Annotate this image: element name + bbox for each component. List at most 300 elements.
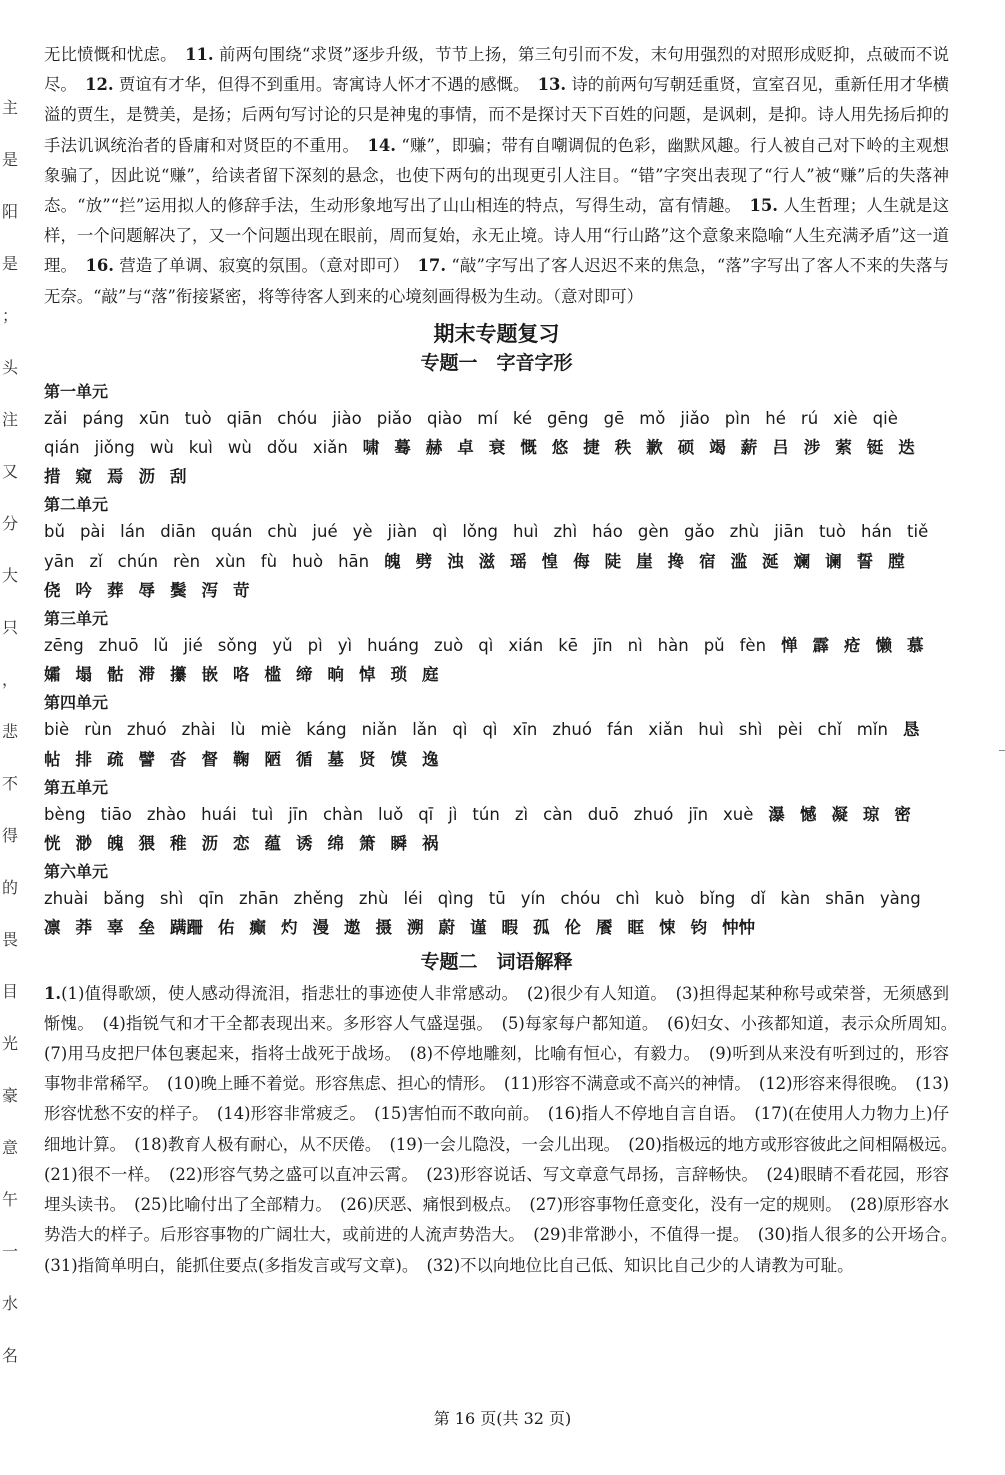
margin-char: 头: [2, 358, 19, 377]
pinyin-item: hé: [765, 408, 786, 428]
definition-item: (8)不停地雕刻，比喻有恒心，有毅力。: [409, 1044, 693, 1064]
pinyin-item: qiè: [872, 408, 898, 428]
definition-item: (3)担得起某种称号或荣誉，无须感到惭愧。: [44, 983, 949, 1033]
hanzi-item: 凝: [831, 804, 848, 824]
hanzi-item: 侮: [573, 551, 590, 571]
hanzi-item: 滋: [478, 551, 496, 571]
hanzi-item: 伦: [564, 918, 581, 938]
margin-char: ；: [2, 306, 19, 325]
answer-text: “敲”字写出了客人迟迟不来的焦急，“落”字写出了客人不来的失落与无奈。“敲”与“落”衔接紧密，将等待客人到来的心境刻画得极为生动。（意对即可）: [44, 256, 949, 306]
pinyin-item: zhān: [238, 889, 279, 909]
hanzi-item: 薪: [740, 438, 758, 458]
answer-text: 营造了单调、寂寞的氛围。（意对即可）: [119, 256, 401, 276]
pinyin-item: zhuó: [633, 804, 674, 824]
pinyin-item: gē: [603, 408, 625, 428]
answer-number: 14.: [367, 135, 396, 155]
answer-text: 贾谊有才华，但得不到重用。寄寓诗人怀才不遇的感慨。: [118, 75, 522, 95]
topic2-answers: [44, 979, 949, 1281]
answer-number: 13.: [537, 75, 567, 95]
hanzi-item: 凛: [44, 918, 61, 938]
hanzi-item: 孤: [533, 918, 550, 938]
pinyin-item: dǐ: [750, 889, 766, 909]
definition-item: (17)(在使用人力物力上)仔细地计算。: [44, 1104, 950, 1154]
answer-text: 前两句围绕“求贤”逐步升级，节节上扬，第三句引而不发，末句用强烈的对照形成贬抑，点破而不说尽。: [44, 45, 949, 95]
pinyin-item: hán: [860, 522, 893, 542]
unit-title: 第二单元: [44, 495, 109, 515]
margin-char: 分: [2, 514, 19, 533]
margin-char: ，: [2, 670, 19, 689]
hanzi-item: 秩: [614, 438, 632, 458]
hanzi-item: 槛: [264, 665, 281, 685]
hanzi-item: 譬: [138, 749, 155, 769]
pinyin-item: xián: [508, 636, 544, 656]
margin-char: 光: [2, 1034, 19, 1053]
pinyin-item: fù: [260, 551, 278, 571]
pinyin-item: bǎng: [103, 889, 145, 909]
pinyin-item: zì: [514, 804, 529, 824]
pinyin-item: jīn: [288, 804, 308, 824]
hanzi-item: 绵: [327, 834, 344, 854]
pinyin-item: zuò: [434, 636, 464, 656]
unit-title: 第五单元: [44, 777, 109, 797]
hanzi-item: 窥: [75, 467, 92, 487]
pinyin-item: biè: [44, 720, 70, 740]
pinyin-item: zhuō: [98, 636, 139, 656]
hanzi-item: 灼: [281, 918, 298, 938]
pinyin-item: pì: [307, 636, 323, 656]
pinyin-item: jiào: [332, 408, 362, 428]
hanzi-item: 瑶: [510, 551, 527, 571]
pinyin-item: qiào: [426, 408, 463, 428]
pinyin-item: qì: [482, 720, 498, 740]
hanzi-item: 辜: [107, 918, 124, 938]
hanzi-item: 劈: [415, 551, 433, 571]
definition-item: (19)一会儿隐没，一会儿出现。: [389, 1134, 612, 1154]
hanzi-item: 排: [75, 749, 92, 769]
pinyin-item: tiāo: [100, 804, 132, 824]
hanzi-item: 漫: [312, 918, 329, 938]
pinyin-item: wù: [227, 438, 252, 458]
answer-text: 人生哲理；人生就是这样，一个问题解决了，又一个问题出现在眼前，周而复始，永无止境。诗人用“行山路”这个意象来隐喻“人生充满矛盾”这一道理。: [44, 196, 949, 276]
pinyin-item: xiǎn: [312, 438, 348, 458]
hanzi-item: 孀: [44, 665, 61, 685]
pinyin-item: qiān: [226, 408, 263, 428]
hanzi-item: 惮: [781, 636, 798, 656]
pinyin-item: zhuó: [552, 720, 592, 740]
pinyin-item: niǎn: [361, 720, 398, 740]
definition-item: (25)比喻付出了全部精力。: [134, 1195, 324, 1215]
hanzi-item: 悠: [551, 438, 569, 458]
pinyin-item: chǐ: [817, 720, 842, 740]
hanzi-item: 捷: [583, 438, 600, 458]
hanzi-item: 眶: [627, 918, 644, 938]
pinyin-item: káng: [306, 720, 347, 740]
unit-answers: [44, 517, 949, 605]
hanzi-item: 懒: [875, 636, 893, 656]
pinyin-item: chù: [267, 522, 298, 542]
hanzi-item: 陋: [264, 749, 281, 769]
hanzi-item: 箫: [359, 834, 376, 854]
hanzi-item: 垒: [138, 918, 155, 938]
margin-char: 豪: [2, 1086, 19, 1105]
pinyin-item: léi: [403, 889, 423, 909]
hanzi-item: 陡: [604, 551, 622, 571]
definition-item: (30)指人很多的公开场合。: [757, 1225, 950, 1245]
hanzi-item: 惶: [541, 551, 559, 571]
pinyin-item: tū: [488, 889, 506, 909]
edge-mark: [999, 750, 1005, 751]
pinyin-item: yì: [337, 636, 353, 656]
answer-number: 1.: [44, 983, 62, 1003]
margin-char: 意: [2, 1138, 19, 1157]
pinyin-item: sǒng: [217, 636, 258, 656]
answer-number: 16.: [85, 256, 114, 276]
hanzi-item: 宿: [699, 551, 716, 571]
hanzi-item: 贤: [359, 749, 376, 769]
answer-number: 17.: [417, 256, 447, 276]
pinyin-item: wù: [149, 438, 174, 458]
definition-item: (20)指极远的地方或形容彼此之间相隔极远。: [628, 1134, 950, 1154]
hanzi-item: 搀: [667, 551, 685, 571]
hanzi-item: 缔: [296, 665, 313, 685]
pinyin-item: qì: [478, 636, 494, 656]
margin-char: 畏: [2, 930, 19, 949]
pinyin-item: zhuài: [44, 889, 89, 909]
hanzi-item: 恋: [233, 834, 250, 854]
hanzi-item: 琼: [862, 804, 880, 824]
pinyin-item: yín: [520, 889, 546, 909]
unit-title: 第六单元: [44, 862, 109, 882]
topic1-title: 专题一 字音字形: [420, 351, 573, 374]
hanzi-item: 崖: [636, 551, 653, 571]
hanzi-item: 佑: [218, 918, 235, 938]
pinyin-item: qī: [418, 804, 434, 824]
pinyin-item: bǔ: [44, 522, 65, 542]
pinyin-item: gǎo: [683, 522, 715, 542]
pinyin-item: ké: [512, 408, 533, 428]
pinyin-item: xiè: [833, 408, 858, 428]
hanzi-item: 莽: [75, 918, 92, 938]
definition-item: (9)听到从来没有听到过的，形容事物非常稀罕。: [44, 1044, 950, 1094]
hanzi-item: 咯: [233, 665, 250, 685]
pinyin-item: zēng: [44, 636, 84, 656]
hanzi-item: 苛: [233, 580, 250, 600]
hanzi-item: 疏: [107, 749, 124, 769]
hanzi-item: 沥: [138, 467, 155, 487]
hanzi-item: 憾: [799, 804, 817, 824]
definition-item: (6)妇女、小孩都知道，表示众所周知。: [667, 1013, 949, 1033]
pinyin-item: xūn: [138, 408, 170, 428]
pinyin-item: hān: [338, 551, 370, 571]
unit-title: 第一单元: [44, 381, 109, 401]
hanzi-item: 辱: [138, 580, 155, 600]
pinyin-item: kàn: [780, 889, 811, 909]
pinyin-item: chì: [615, 889, 640, 909]
definition-item: (26)厌恶、痛恨到极点。: [339, 1195, 513, 1215]
pinyin-item: qīn: [198, 889, 224, 909]
pinyin-item: miè: [260, 720, 292, 740]
unit-answers: [44, 715, 949, 773]
unit-answers: [44, 884, 949, 942]
pinyin-item: tuò: [818, 522, 846, 542]
hanzi-item: 督: [201, 749, 218, 769]
pinyin-item: duō: [587, 804, 619, 824]
pinyin-item: zhěng: [293, 889, 344, 909]
definition-item: (21)很不一样。: [44, 1164, 153, 1184]
pinyin-item: kē: [558, 636, 578, 656]
hanzi-item: 滥: [730, 551, 748, 571]
pinyin-item: huái: [201, 804, 237, 824]
hanzi-item: 逸: [422, 749, 439, 769]
hanzi-item: 忡忡: [722, 918, 755, 938]
answer-text: 诗的前两句写朝廷重贤，宣室召见，重新任用才华横溢的贾生，是赞美，是扬；后两句写讨论的只是神鬼的事情，而不是探讨天下百姓的问题，是讽刺，是抑。诗人用先扬后抑的手法讥讽统治者的昏庸和对贤臣的不重用。: [44, 75, 950, 155]
pinyin-item: mǐn: [856, 720, 888, 740]
pinyin-item: jiàn: [387, 522, 418, 542]
pinyin-item: qìng: [437, 889, 474, 909]
pinyin-item: diān: [160, 522, 196, 542]
hanzi-item: 稚: [170, 834, 187, 854]
hanzi-item: 癫: [249, 918, 266, 938]
hanzi-item: 葬: [107, 580, 124, 600]
pinyin-item: zǎi: [44, 408, 68, 428]
unit-answers: [44, 404, 949, 492]
hanzi-item: 措: [44, 467, 61, 487]
pinyin-item: bèng: [44, 804, 86, 824]
pinyin-item: gèn: [637, 522, 669, 542]
hanzi-item: 沓: [170, 749, 187, 769]
pinyin-item: pìn: [724, 408, 751, 428]
pinyin-item: huáng: [367, 636, 420, 656]
definition-item: (23)形容说话、写文章意气昂扬，言辞畅快。: [426, 1164, 750, 1184]
hanzi-item: 吟: [75, 580, 92, 600]
pinyin-item: xīn: [512, 720, 538, 740]
pinyin-item: háo: [592, 522, 623, 542]
margin-char: 是: [2, 254, 19, 273]
pinyin-item: qì: [452, 720, 468, 740]
definition-item: (4)指锐气和才干全都表现出来。多形容人气盛逞强。: [102, 1013, 485, 1033]
pinyin-item: jié: [183, 636, 203, 656]
hanzi-item: 餍: [596, 918, 613, 938]
margin-char: 大: [2, 566, 19, 585]
answer-text: “赚”，即骗；带有自嘲调侃的色彩，幽默风趣。行人被自己对下岭的主观想象骗了，因此说“赚”，给读者留下深刻的悬念，也使下两句的出现更引人注目。“错”字突出表现了“行人”被“赚”后的失落神态。“放”“拦”运用拟人的修辞手法，生动形象地写出了山山相连的特点，写得生动，富有情趣。: [44, 135, 949, 216]
margin-char: 目: [2, 982, 19, 1001]
pinyin-item: jì: [448, 804, 458, 824]
definition-item: (29)非常渺小，不值得一提。: [533, 1225, 742, 1245]
pinyin-item: xùn: [215, 551, 246, 571]
hanzi-item: 泻: [201, 580, 218, 600]
hanzi-item: 啸: [362, 438, 380, 458]
pinyin-item: lǎn: [412, 720, 438, 740]
unit-answers: [44, 800, 949, 858]
definition-item: (12)形容来得很晚。: [758, 1074, 899, 1094]
pinyin-item: rùn: [84, 720, 112, 740]
hanzi-item: 塌: [75, 665, 92, 685]
hanzi-item: 慨: [520, 438, 537, 458]
definition-item: (24)眼睛不看花园，形容埋头读书。: [44, 1164, 950, 1215]
hanzi-item: 鬓: [170, 580, 187, 600]
pinyin-item: zhào: [146, 804, 187, 824]
hanzi-item: 蓦: [394, 438, 411, 458]
margin-char: 是: [2, 150, 19, 169]
definition-item: (27)形容事物任意变化，没有一定的规则。: [529, 1195, 834, 1215]
unit-answers: [44, 631, 949, 689]
pinyin-item: huò: [292, 551, 324, 571]
hanzi-item: 刮: [170, 467, 187, 487]
pinyin-item: yè: [352, 522, 373, 542]
hanzi-item: 鞠: [233, 749, 250, 769]
hanzi-item: 遨: [344, 918, 361, 938]
hanzi-item: 诱: [296, 834, 313, 854]
answer-text: 无比愤慨和忧虑。: [44, 45, 169, 64]
pinyin-item: shì: [738, 720, 763, 740]
hanzi-item: 馍: [390, 749, 407, 769]
definition-item: (2)很少有人知道。: [526, 983, 659, 1003]
hanzi-item: 循: [296, 749, 313, 769]
margin-char: 只: [2, 618, 19, 637]
hanzi-item: 谰: [825, 551, 842, 571]
pinyin-item: páng: [82, 408, 124, 428]
hanzi-item: 瀑: [768, 804, 785, 824]
pinyin-item: huì: [512, 522, 539, 542]
pinyin-item: zhài: [181, 720, 216, 740]
hanzi-item: 暇: [501, 918, 518, 938]
definition-item: (16)指人不停地自言自语。: [547, 1104, 738, 1124]
pinyin-item: lǒng: [462, 522, 498, 542]
pinyin-item: gēng: [547, 408, 589, 428]
hanzi-item: 蹒跚: [170, 918, 203, 938]
hanzi-item: 涉: [803, 438, 821, 458]
hanzi-item: 琐: [390, 665, 407, 685]
margin-char: 阳: [2, 202, 19, 221]
hanzi-item: 蔚: [438, 918, 455, 938]
definition-item: (10)晚上睡不着觉。形容焦虑、担心的情形。: [166, 1074, 488, 1094]
pinyin-item: càn: [543, 804, 573, 824]
section-title: 期末专题复习: [433, 320, 560, 346]
left-margin-bleed: [0, 95, 19, 1425]
pinyin-item: rú: [800, 408, 819, 428]
hanzi-item: 侥: [44, 580, 61, 600]
margin-char: 午: [2, 1190, 19, 1209]
hanzi-item: 浊: [447, 551, 464, 571]
hanzi-item: 庭: [422, 665, 439, 685]
hanzi-item: 焉: [107, 467, 124, 487]
pinyin-item: chóu: [277, 408, 318, 428]
hanzi-item: 祸: [422, 834, 439, 854]
pinyin-item: qián: [44, 438, 80, 458]
hanzi-item: 溯: [407, 918, 424, 938]
hanzi-item: 钧: [690, 918, 707, 938]
hanzi-item: 魄: [107, 834, 124, 854]
hanzi-item: 蕴: [264, 834, 281, 854]
topic2-title: 专题二 词语解释: [420, 950, 573, 973]
hanzi-item: 赫: [425, 438, 443, 458]
pinyin-item: tún: [472, 804, 500, 824]
answer-page: [44, 40, 949, 1281]
hanzi-item: 魄: [384, 551, 401, 571]
margin-char: 水: [2, 1294, 19, 1313]
pinyin-item: hàn: [657, 636, 689, 656]
hanzi-item: 帖: [44, 749, 61, 769]
hanzi-item: 恳: [902, 720, 920, 740]
hanzi-item: 瞬: [390, 834, 407, 854]
pinyin-item: tuò: [184, 408, 212, 428]
pinyin-item: jiǒng: [94, 438, 135, 458]
pinyin-item: huì: [698, 720, 724, 740]
definition-item: (7)用马皮把尸体包裹起来，指将士战死于战场。: [44, 1044, 394, 1064]
hanzi-item: 歉: [646, 438, 663, 458]
definition-item: (11)形容不满意或不高兴的神情。: [503, 1074, 743, 1094]
hanzi-item: 墓: [327, 749, 344, 769]
pinyin-item: pǔ: [703, 636, 725, 656]
pinyin-item: kuì: [188, 438, 213, 458]
hanzi-item: 竭: [709, 438, 726, 458]
hanzi-item: 吕: [772, 438, 789, 458]
margin-char: 的: [2, 878, 19, 897]
pinyin-item: lán: [120, 522, 146, 542]
pinyin-item: zhuó: [126, 720, 167, 740]
pinyin-item: fán: [606, 720, 634, 740]
margin-char: 得: [2, 826, 19, 845]
hanzi-item: 晌: [327, 665, 344, 685]
pinyin-item: shān: [825, 889, 865, 909]
margin-char: 又: [2, 462, 19, 481]
hanzi-item: 疮: [844, 636, 861, 656]
pinyin-item: quán: [210, 522, 253, 542]
pinyin-item: jīn: [592, 636, 613, 656]
page-footer: 第 16 页(共 32 页): [433, 1409, 572, 1428]
pinyin-item: zǐ: [89, 551, 103, 571]
pinyin-item: xuè: [723, 804, 754, 824]
answer-number: 15.: [749, 196, 779, 216]
answer-number: 11.: [185, 45, 214, 64]
pinyin-item: dǒu: [266, 438, 298, 458]
pinyin-item: shì: [159, 889, 184, 909]
definition-item: (32)不以向地位比自己低、知识比自己少的人请教为可耻。: [426, 1255, 846, 1275]
topic1-units: [44, 380, 949, 943]
hanzi-item: 恍: [44, 834, 61, 854]
margin-char: 一: [2, 1242, 19, 1261]
hanzi-item: 硕: [677, 438, 695, 458]
pinyin-item: yān: [44, 551, 75, 571]
definition-item: (31)指简单明白，能抓住要点(多指发言或写文章)。: [44, 1255, 411, 1275]
hanzi-item: 霹: [812, 636, 830, 656]
hanzi-item: 滞: [138, 665, 155, 685]
pinyin-item: fèn: [739, 636, 767, 656]
pinyin-item: qì: [432, 522, 448, 542]
pinyin-item: jué: [312, 522, 338, 542]
pinyin-item: pèi: [777, 720, 803, 740]
margin-char: 主: [2, 98, 19, 117]
hanzi-item: 骷: [107, 665, 124, 685]
hanzi-item: 卓: [457, 438, 474, 458]
pinyin-item: luǒ: [378, 804, 404, 824]
hanzi-item: 谨: [470, 918, 487, 938]
pinyin-item: jīn: [688, 804, 709, 824]
definition-item: (14)形容非常疲乏。: [216, 1104, 358, 1124]
hanzi-item: 誓: [856, 551, 874, 571]
hanzi-item: 沥: [201, 834, 218, 854]
margin-char: 注: [2, 410, 19, 429]
pinyin-item: chún: [117, 551, 159, 571]
pinyin-item: jiān: [774, 522, 804, 542]
pinyin-item: pài: [79, 522, 106, 542]
hanzi-item: 迭: [898, 438, 915, 458]
hanzi-item: 嵌: [201, 665, 218, 685]
pinyin-item: mǒ: [639, 408, 666, 428]
pinyin-item: zhù: [729, 522, 760, 542]
margin-char: 悲: [2, 722, 19, 741]
pinyin-item: chàn: [322, 804, 364, 824]
